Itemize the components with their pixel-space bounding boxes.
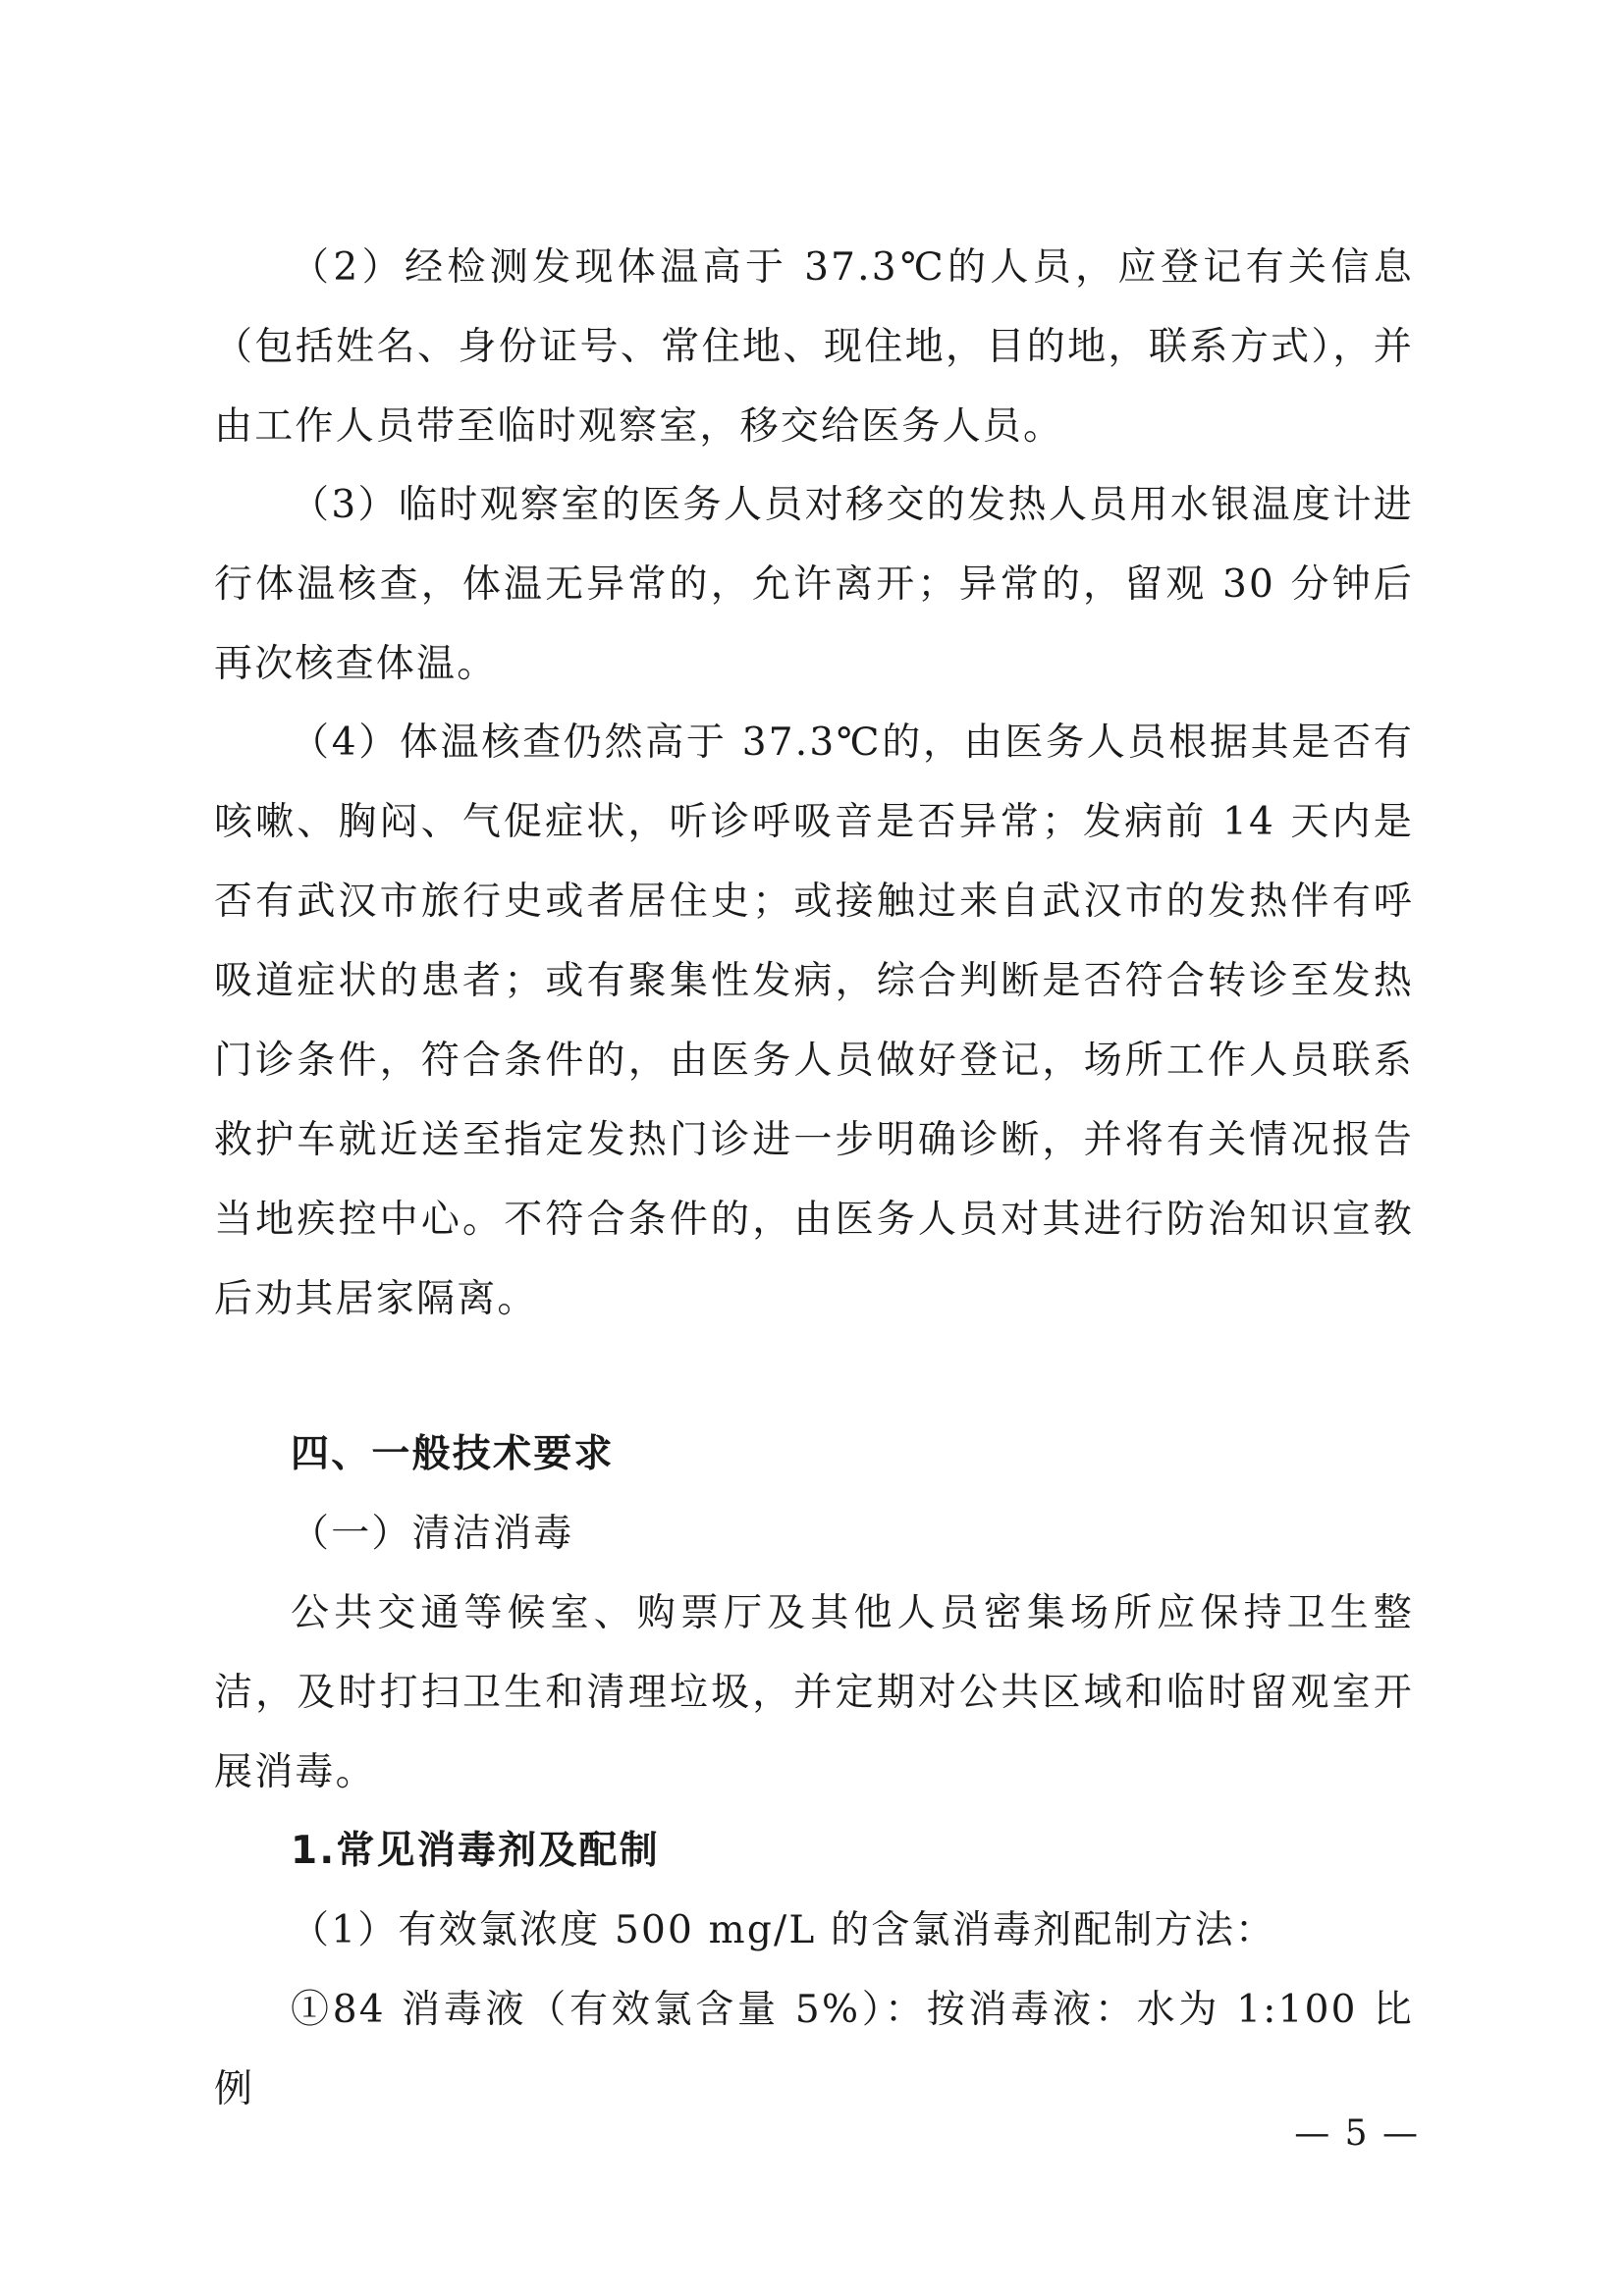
- section-4-heading: 四、一般技术要求: [291, 1432, 615, 1476]
- subsection-1-heading: （一）清洁消毒: [291, 1512, 574, 1556]
- paragraph-3: （3）临时观察室的医务人员对移交的发热人员用水银温度计进行体温核查，体温无异常的，允许离开；异常的，留观 30 分钟后再次核查体温。: [214, 483, 1414, 686]
- item-1-sub-1-a: ①84 消毒液（有效氯含量 5%）：按消毒液：水为 1:100 比例: [214, 1988, 1414, 2111]
- cleaning-paragraph: 公共交通等候室、购票厅及其他人员密集场所应保持卫生整洁，及时打扫卫生和清理垃圾，并定期对公共区域和临时留观室开展消毒。: [214, 1591, 1414, 1794]
- page-number: — 5 —: [1294, 2113, 1420, 2154]
- item-1-heading: 1.常见消毒剂及配制: [291, 1829, 660, 1873]
- paragraph-2: （2）经检测发现体温高于 37.3℃的人员，应登记有关信息（包括姓名、身份证号、常住地、现住地，目的地，联系方式），并由工作人员带至临时观察室，移交给医务人员。: [214, 245, 1414, 449]
- item-1-sub-1: （1）有效氯浓度 500 mg/L 的含氯消毒剂配制方法：: [291, 1908, 1276, 1952]
- paragraph-4: （4）体温核查仍然高于 37.3℃的，由医务人员根据其是否有咳嗽、胸闷、气促症状，听诊呼吸音是否异常；发病前 14 天内是否有武汉市旅行史或者居住史；或接触过来自武汉市的发热伴有呼吸道症状的患者；或有聚集性发病，综合判断是否符合转诊至发热门诊条件，符合条件的，由医务人员做好登记，场所工作人员联系救护车就近送至指定发热门诊进一步明确诊断，并将有关情况报告当地疾控中心。不符合条件的，由医务人员对其进行防治知识宣教后劝其居家隔离。: [214, 721, 1414, 1321]
